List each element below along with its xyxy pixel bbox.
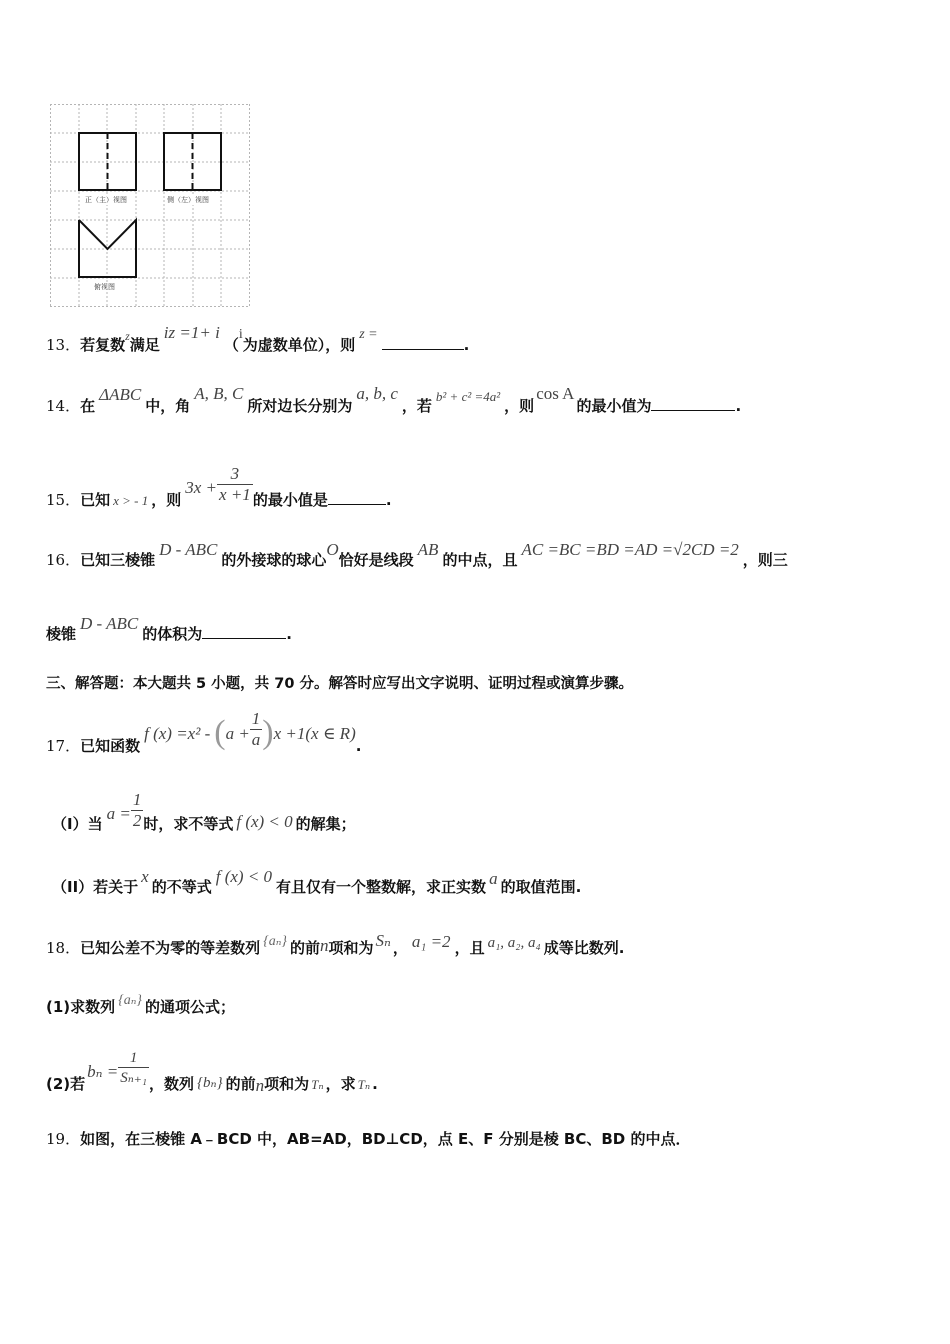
q14-answer-blank[interactable] xyxy=(651,396,735,411)
q15-condition: x > - 1 xyxy=(113,493,149,508)
q18-p2-label: (2)若 xyxy=(46,1075,86,1093)
q16-center: O xyxy=(326,540,339,559)
q18-text1: 已知公差不为零的等差数列 xyxy=(80,939,261,957)
q18-part1 xyxy=(46,993,236,1017)
q17-part1 xyxy=(52,780,356,833)
q18-terms: a₁, a₂, a₄ xyxy=(487,935,541,951)
q13-number: 13． xyxy=(46,336,81,354)
q18-p2-end: . xyxy=(372,1075,378,1093)
q17-p1-frac-bottom: 2 xyxy=(132,811,142,830)
q15-answer-blank[interactable] xyxy=(328,490,386,505)
q14-triangle: ΔABC xyxy=(99,385,142,404)
q16-text5: ，则三 xyxy=(742,551,788,569)
front-view-label: 正（主）视图 xyxy=(85,196,127,204)
q18-p1-text2: 的通项公式； xyxy=(145,998,236,1016)
q14-cos: cos A xyxy=(536,384,575,403)
question-16 xyxy=(46,540,788,570)
q16-text1: 已知三棱锥 xyxy=(80,551,156,569)
q13-text1: 若复数 xyxy=(80,336,126,354)
q18-p2-text5: ，求 xyxy=(325,1075,356,1093)
q18-text3: 项和为 xyxy=(328,939,374,957)
q15-fraction xyxy=(217,464,253,505)
q19-number: 19． xyxy=(46,1130,81,1148)
q13-text2: 满足 xyxy=(129,336,160,354)
q18-p1-sequence: {aₙ} xyxy=(118,993,143,1008)
q13-text3: 为虚数单位），则 xyxy=(242,336,356,354)
q13-paren: （ xyxy=(223,336,239,354)
q18-p2-b: bₙ = xyxy=(87,1062,119,1081)
q14-text3: 所对边长分别为 xyxy=(247,397,353,415)
q14-text5: ，则 xyxy=(504,397,535,415)
q17-p2-x: x xyxy=(141,867,149,886)
q17-p1-fraction xyxy=(131,790,144,831)
q17-end: . xyxy=(355,737,362,755)
q13-end: . xyxy=(463,336,470,354)
q18-p2-Tn: Tₙ xyxy=(311,1077,324,1092)
q16-solid: D - ABC xyxy=(159,540,218,559)
q18-part2 xyxy=(46,1044,378,1095)
question-19 xyxy=(46,1128,690,1149)
q13-answer-blank[interactable] xyxy=(382,335,464,350)
q17-fx: f (x) =x² - xyxy=(144,724,211,743)
q16-solid2: D - ABC xyxy=(80,614,139,633)
q14-angles: A, B, C xyxy=(194,384,244,403)
q17-left-paren: ( xyxy=(214,714,226,751)
side-view-label: 侧（左）视图 xyxy=(167,196,209,204)
q17-p1-frac-top: 1 xyxy=(132,790,142,809)
q15-text2: ，则 xyxy=(151,491,182,509)
q15-expr-a: 3x + xyxy=(185,478,218,497)
q18-p2-frac-top: 1 xyxy=(118,1050,149,1068)
q18-text5: 成等比数列. xyxy=(543,939,625,957)
q18-text2: 的前 xyxy=(289,939,320,957)
q16-segment: AB xyxy=(417,540,439,559)
q19-text: 如图，在三棱锥 A﹣BCD 中，AB=AD，BD⊥CD，点 E、F 分别是棱 BC、BD 的中点． xyxy=(80,1130,691,1148)
grid-figure-svg xyxy=(50,104,250,307)
q18-number: 18． xyxy=(46,939,81,957)
q17-text1: 已知函数 xyxy=(80,737,141,755)
q13-var-z: z xyxy=(125,329,130,343)
q15-text3: 的最小值是 xyxy=(252,491,328,509)
q13-i-symbol: i xyxy=(238,327,243,342)
q17-number: 17． xyxy=(46,737,81,755)
q18-a1: a₁ =2 xyxy=(411,932,451,951)
q18-p2-text2: ，数列 xyxy=(149,1075,195,1093)
question-17 xyxy=(46,700,362,755)
q17-fraction xyxy=(250,709,263,750)
q17-p1-inequality: f (x) < 0 xyxy=(236,812,293,831)
q17-p1-text3: 的解集； xyxy=(295,815,356,833)
q18-p2-Tn2: Tₙ xyxy=(357,1077,371,1092)
q18-n: n xyxy=(320,936,329,955)
question-13 xyxy=(46,323,470,364)
q18-p1-label: (1)求数列 xyxy=(46,998,116,1016)
q16-end: . xyxy=(286,625,292,643)
q14-text2: 中，角 xyxy=(145,397,191,415)
q17-p2-inequality: f (x) < 0 xyxy=(215,867,273,886)
q15-end: . xyxy=(385,491,392,509)
q18-p2-fraction xyxy=(118,1050,149,1087)
q16-text6: 棱锥 xyxy=(46,625,77,643)
q17-frac-top: 1 xyxy=(251,709,261,728)
q18-sequence: {aₙ} xyxy=(263,934,287,949)
q13-z-eq: z = xyxy=(359,327,378,342)
q17-p2-a: a xyxy=(489,869,498,888)
q17-part2 xyxy=(52,867,582,897)
q14-number: 14． xyxy=(46,397,81,415)
three-view-figure xyxy=(50,104,250,307)
q17-p2-text4: 的取值范围. xyxy=(500,878,582,896)
q16-text2: 的外接球的球心 xyxy=(221,551,327,569)
q16-number: 16． xyxy=(46,551,81,569)
section-3-heading: 三、解答题：本大题共 5 小题，共 70 分。解答时应写出文字说明、证明过程或演算步骤。 xyxy=(46,676,633,692)
q13-equation: iz =1+ i xyxy=(163,323,220,342)
q18-p2-sequence: {bₙ} xyxy=(197,1075,223,1091)
q18-comma: ， xyxy=(392,939,408,957)
question-15 xyxy=(46,456,392,509)
question-16-line2 xyxy=(46,614,292,644)
q15-frac-top: 3 xyxy=(217,464,253,485)
q15-text1: 已知 xyxy=(80,491,111,509)
q18-p2-frac-bottom: Sₙ₊₁ xyxy=(120,1070,147,1086)
question-18 xyxy=(46,931,625,958)
q17-p1-text2: 时，求不等式 xyxy=(143,815,234,833)
q18-p2-text4: 项和为 xyxy=(264,1075,310,1093)
q14-text4: ，若 xyxy=(401,397,432,415)
q17-p2-label: （II）若关于 xyxy=(52,878,139,896)
q17-p1-a: a = xyxy=(106,804,131,823)
q18-p2-text3: 的前 xyxy=(225,1075,256,1093)
q14-condition: b² + c² =4a² xyxy=(435,389,501,404)
q14-end: . xyxy=(735,397,742,415)
q14-text6: 的最小值为 xyxy=(576,397,652,415)
q17-frac-bottom: a xyxy=(251,730,261,749)
q17-p2-text3: 有且仅有一个整数解，求正实数 xyxy=(276,878,487,896)
top-view-label: 俯视图 xyxy=(94,283,115,291)
q15-number: 15． xyxy=(46,491,81,509)
q15-frac-bottom: x +1 xyxy=(219,485,251,504)
q17-tail: x +1(x ∈ R) xyxy=(273,724,356,743)
q16-text3: 恰好是线段 xyxy=(338,551,414,569)
q17-right-paren: ) xyxy=(262,714,274,751)
q18-p2-n: n xyxy=(255,1076,265,1095)
question-14 xyxy=(46,384,742,416)
q17-a-plus: a + xyxy=(225,724,250,743)
q17-p2-text2: 的不等式 xyxy=(151,878,212,896)
q16-text7: 的体积为 xyxy=(142,625,203,643)
q14-text1: 在 xyxy=(80,397,96,415)
q18-text4: ，且 xyxy=(454,939,485,957)
q17-p1-label: （I）当 xyxy=(52,815,103,833)
q16-equation: AC =BC =BD =AD =√2CD =2 xyxy=(521,540,739,559)
q14-sides: a, b, c xyxy=(356,384,398,403)
q16-text4: 的中点，且 xyxy=(442,551,518,569)
q18-Sn: Sₙ xyxy=(375,931,391,950)
q16-answer-blank[interactable] xyxy=(202,624,286,639)
